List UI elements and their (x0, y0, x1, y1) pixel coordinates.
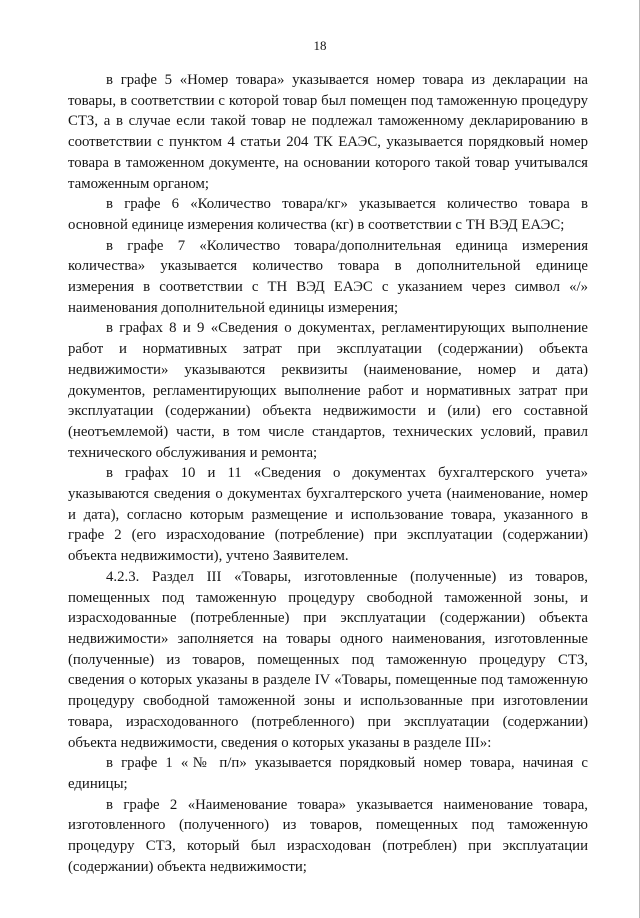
paragraph-column-7: в графе 7 «Количество товара/дополнительная единица измерения количества» указывается количество товара в дополнительной единице измерения в соответствии с ТН ВЭД ЕАЭС с указанием через символ «/» наименования дополнительной единицы измерения; (68, 237, 588, 316)
paragraph-columns-10-11: в графах 10 и 11 «Сведения о документах бухгалтерского учета» указываются сведения о документах бухгалтерского учета (наименование, номер и дата), согласно которым размещение и использование товара, указанного в графе 2 (его израсходование (потребление) при эксплуатации (содержании) объекта недвижимости), учтено Заявителем. (68, 465, 588, 565)
paragraph-section-3-column-1: в графе 1 «№ п/п» указывается порядковый номер товара, начиная с единицы; (68, 755, 588, 792)
page-number: 18 (313, 38, 327, 53)
paragraph-section-4-2-3: 4.2.3. Раздел III «Товары, изготовленные (полученные) из товаров, помещенных под таможенную процедуру свободной таможенной зоны, и израсходованные (потребленные) при эксплуатации (содержании) объекта недвижимости» заполняется на товары одного наименования, изготовленные (полученные) из товаров, помещенных под таможенную процедуру СТЗ, сведения о которых указаны в разделе IV «Товары, помещенные под таможенную процедуру свободной таможенной зоны и использованные при изготовлении товара, израсходованного (потребленного) при эксплуатации (содержании) объекта недвижимости, сведения о которых указаны в разделе III»: (68, 568, 588, 751)
paragraph-section-3-column-2: в графе 2 «Наименование товара» указывается наименование товара, изготовленного (полученного) из товаров, помещенных под таможенную процедуру СТЗ, который был израсходован (потреблен) при эксплуатации (содержании) объекта недвижимости; (68, 796, 588, 875)
paragraph-columns-8-9: в графах 8 и 9 «Сведения о документах, регламентирующих выполнение работ и нормативных затрат при эксплуатации (содержании) объекта недвижимости» указываются реквизиты (наименование, номер и дата) документов, регламентирующих выполнение работ и нормативных затрат при эксплуатации (содержании) объекта недвижимости и (или) его составной (неотъемлемой) части, в том числе стандартов, технических условий, правил технического обслуживания и ремонта; (68, 320, 588, 461)
page-body (68, 70, 588, 877)
paragraph-column-5: в графе 5 «Номер товара» указывается номер товара из декларации на товары, в соответствии с которой товар был помещен под таможенную процедуру СТЗ, а в случае если такой товар не подлежал таможенному декларированию в соответствии с пунктом 4 статьи 204 ТК ЕАЭС, указывается порядковый номер товара в таможенном документе, на основании которого такой товар учитывался таможенным органом; (68, 72, 588, 192)
paragraph-column-6: в графе 6 «Количество товара/кг» указывается количество товара в основной единице измерения количества (кг) в соответствии с ТН ВЭД ЕАЭС; (68, 196, 588, 233)
